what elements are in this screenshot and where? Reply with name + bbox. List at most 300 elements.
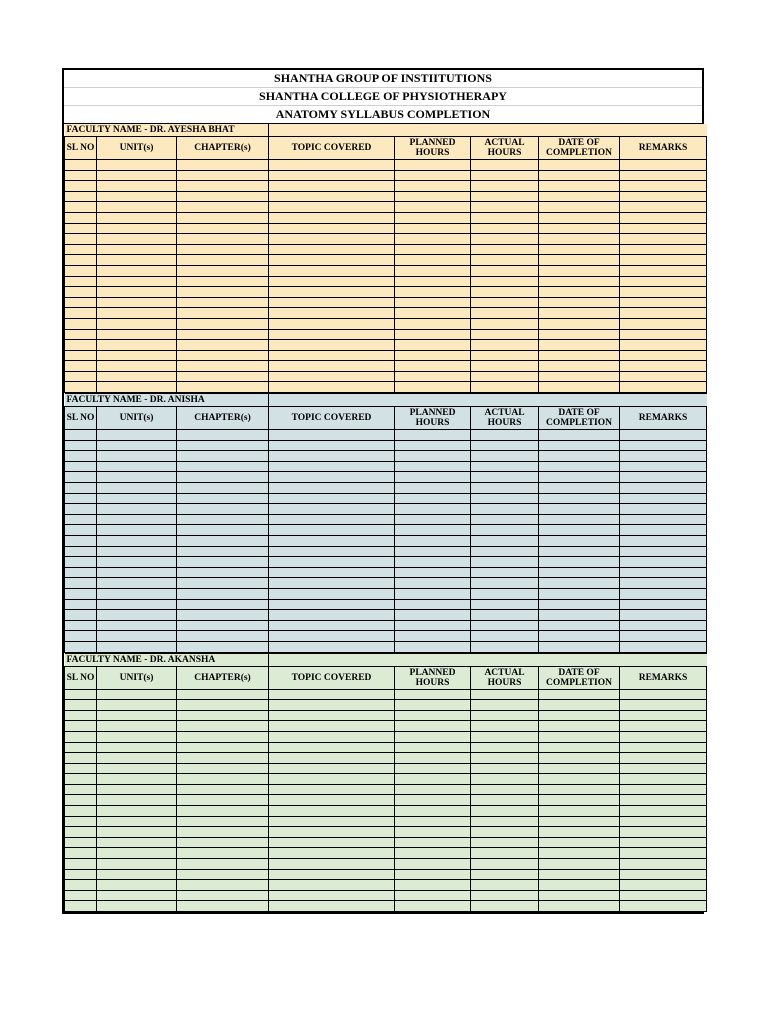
cell-chapters[interactable] — [177, 276, 269, 287]
cell-actual[interactable] — [471, 721, 539, 732]
cell-remarks[interactable] — [620, 308, 707, 319]
cell-topic[interactable] — [269, 223, 395, 234]
cell-planned[interactable] — [395, 816, 471, 827]
cell-slno[interactable] — [65, 329, 97, 340]
cell-slno[interactable] — [65, 244, 97, 255]
cell-remarks[interactable] — [620, 340, 707, 351]
cell-topic[interactable] — [269, 212, 395, 223]
cell-units[interactable] — [97, 710, 177, 721]
cell-chapters[interactable] — [177, 774, 269, 785]
cell-chapters[interactable] — [177, 371, 269, 382]
cell-units[interactable] — [97, 483, 177, 494]
cell-topic[interactable] — [269, 731, 395, 742]
cell-units[interactable] — [97, 297, 177, 308]
cell-actual[interactable] — [471, 620, 539, 631]
cell-topic[interactable] — [269, 451, 395, 462]
cell-units[interactable] — [97, 191, 177, 202]
cell-units[interactable] — [97, 763, 177, 774]
cell-remarks[interactable] — [620, 234, 707, 245]
cell-chapters[interactable] — [177, 297, 269, 308]
cell-planned[interactable] — [395, 525, 471, 536]
cell-planned[interactable] — [395, 599, 471, 610]
cell-remarks[interactable] — [620, 753, 707, 764]
cell-slno[interactable] — [65, 869, 97, 880]
cell-date[interactable] — [539, 202, 620, 213]
cell-planned[interactable] — [395, 795, 471, 806]
cell-topic[interactable] — [269, 795, 395, 806]
cell-remarks[interactable] — [620, 223, 707, 234]
cell-chapters[interactable] — [177, 244, 269, 255]
cell-chapters[interactable] — [177, 461, 269, 472]
cell-actual[interactable] — [471, 880, 539, 891]
cell-planned[interactable] — [395, 440, 471, 451]
cell-units[interactable] — [97, 610, 177, 621]
cell-planned[interactable] — [395, 371, 471, 382]
cell-units[interactable] — [97, 721, 177, 732]
cell-topic[interactable] — [269, 472, 395, 483]
cell-slno[interactable] — [65, 297, 97, 308]
cell-slno[interactable] — [65, 504, 97, 515]
cell-chapters[interactable] — [177, 504, 269, 515]
cell-topic[interactable] — [269, 816, 395, 827]
cell-topic[interactable] — [269, 350, 395, 361]
cell-slno[interactable] — [65, 599, 97, 610]
cell-date[interactable] — [539, 361, 620, 372]
cell-topic[interactable] — [269, 430, 395, 441]
cell-units[interactable] — [97, 859, 177, 870]
cell-topic[interactable] — [269, 371, 395, 382]
cell-actual[interactable] — [471, 308, 539, 319]
cell-topic[interactable] — [269, 763, 395, 774]
cell-units[interactable] — [97, 620, 177, 631]
cell-topic[interactable] — [269, 255, 395, 266]
cell-topic[interactable] — [269, 620, 395, 631]
cell-chapters[interactable] — [177, 514, 269, 525]
cell-units[interactable] — [97, 472, 177, 483]
cell-planned[interactable] — [395, 461, 471, 472]
cell-slno[interactable] — [65, 308, 97, 319]
cell-planned[interactable] — [395, 472, 471, 483]
cell-planned[interactable] — [395, 212, 471, 223]
cell-units[interactable] — [97, 588, 177, 599]
cell-date[interactable] — [539, 287, 620, 298]
cell-planned[interactable] — [395, 504, 471, 515]
cell-actual[interactable] — [471, 536, 539, 547]
cell-topic[interactable] — [269, 890, 395, 901]
cell-slno[interactable] — [65, 620, 97, 631]
cell-planned[interactable] — [395, 255, 471, 266]
cell-slno[interactable] — [65, 588, 97, 599]
cell-slno[interactable] — [65, 567, 97, 578]
cell-chapters[interactable] — [177, 451, 269, 462]
cell-planned[interactable] — [395, 631, 471, 642]
cell-remarks[interactable] — [620, 620, 707, 631]
cell-slno[interactable] — [65, 610, 97, 621]
cell-units[interactable] — [97, 382, 177, 393]
cell-remarks[interactable] — [620, 631, 707, 642]
cell-date[interactable] — [539, 631, 620, 642]
cell-chapters[interactable] — [177, 869, 269, 880]
cell-actual[interactable] — [471, 234, 539, 245]
cell-topic[interactable] — [269, 525, 395, 536]
cell-units[interactable] — [97, 890, 177, 901]
cell-slno[interactable] — [65, 689, 97, 700]
cell-planned[interactable] — [395, 848, 471, 859]
cell-actual[interactable] — [471, 869, 539, 880]
cell-remarks[interactable] — [620, 525, 707, 536]
cell-planned[interactable] — [395, 483, 471, 494]
cell-date[interactable] — [539, 641, 620, 652]
cell-date[interactable] — [539, 451, 620, 462]
cell-topic[interactable] — [269, 631, 395, 642]
cell-date[interactable] — [539, 440, 620, 451]
cell-chapters[interactable] — [177, 599, 269, 610]
cell-units[interactable] — [97, 451, 177, 462]
cell-date[interactable] — [539, 223, 620, 234]
cell-slno[interactable] — [65, 641, 97, 652]
cell-remarks[interactable] — [620, 816, 707, 827]
cell-date[interactable] — [539, 483, 620, 494]
cell-chapters[interactable] — [177, 493, 269, 504]
cell-chapters[interactable] — [177, 255, 269, 266]
cell-planned[interactable] — [395, 827, 471, 838]
cell-slno[interactable] — [65, 265, 97, 276]
cell-slno[interactable] — [65, 742, 97, 753]
cell-remarks[interactable] — [620, 276, 707, 287]
cell-topic[interactable] — [269, 202, 395, 213]
cell-topic[interactable] — [269, 567, 395, 578]
cell-chapters[interactable] — [177, 578, 269, 589]
cell-date[interactable] — [539, 806, 620, 817]
cell-actual[interactable] — [471, 710, 539, 721]
cell-slno[interactable] — [65, 276, 97, 287]
cell-actual[interactable] — [471, 382, 539, 393]
cell-chapters[interactable] — [177, 483, 269, 494]
cell-topic[interactable] — [269, 318, 395, 329]
cell-actual[interactable] — [471, 340, 539, 351]
cell-chapters[interactable] — [177, 859, 269, 870]
cell-remarks[interactable] — [620, 700, 707, 711]
cell-remarks[interactable] — [620, 901, 707, 912]
cell-remarks[interactable] — [620, 641, 707, 652]
cell-actual[interactable] — [471, 255, 539, 266]
cell-topic[interactable] — [269, 859, 395, 870]
cell-slno[interactable] — [65, 493, 97, 504]
cell-actual[interactable] — [471, 493, 539, 504]
cell-date[interactable] — [539, 472, 620, 483]
cell-planned[interactable] — [395, 806, 471, 817]
cell-remarks[interactable] — [620, 191, 707, 202]
cell-date[interactable] — [539, 731, 620, 742]
cell-topic[interactable] — [269, 784, 395, 795]
cell-slno[interactable] — [65, 731, 97, 742]
cell-date[interactable] — [539, 869, 620, 880]
cell-units[interactable] — [97, 212, 177, 223]
cell-actual[interactable] — [471, 461, 539, 472]
cell-date[interactable] — [539, 837, 620, 848]
cell-remarks[interactable] — [620, 880, 707, 891]
cell-topic[interactable] — [269, 483, 395, 494]
cell-date[interactable] — [539, 504, 620, 515]
cell-topic[interactable] — [269, 276, 395, 287]
cell-date[interactable] — [539, 742, 620, 753]
cell-remarks[interactable] — [620, 774, 707, 785]
cell-planned[interactable] — [395, 641, 471, 652]
cell-chapters[interactable] — [177, 689, 269, 700]
cell-units[interactable] — [97, 816, 177, 827]
cell-units[interactable] — [97, 308, 177, 319]
cell-topic[interactable] — [269, 440, 395, 451]
cell-date[interactable] — [539, 297, 620, 308]
cell-slno[interactable] — [65, 514, 97, 525]
cell-actual[interactable] — [471, 472, 539, 483]
cell-slno[interactable] — [65, 440, 97, 451]
cell-units[interactable] — [97, 234, 177, 245]
cell-remarks[interactable] — [620, 721, 707, 732]
cell-actual[interactable] — [471, 837, 539, 848]
cell-planned[interactable] — [395, 493, 471, 504]
cell-chapters[interactable] — [177, 536, 269, 547]
cell-units[interactable] — [97, 202, 177, 213]
cell-units[interactable] — [97, 350, 177, 361]
cell-actual[interactable] — [471, 329, 539, 340]
cell-chapters[interactable] — [177, 721, 269, 732]
cell-chapters[interactable] — [177, 287, 269, 298]
cell-remarks[interactable] — [620, 869, 707, 880]
cell-chapters[interactable] — [177, 837, 269, 848]
cell-date[interactable] — [539, 567, 620, 578]
cell-date[interactable] — [539, 160, 620, 171]
cell-actual[interactable] — [471, 525, 539, 536]
cell-planned[interactable] — [395, 784, 471, 795]
cell-remarks[interactable] — [620, 827, 707, 838]
cell-actual[interactable] — [471, 806, 539, 817]
cell-chapters[interactable] — [177, 631, 269, 642]
cell-planned[interactable] — [395, 557, 471, 568]
cell-chapters[interactable] — [177, 567, 269, 578]
cell-planned[interactable] — [395, 620, 471, 631]
cell-date[interactable] — [539, 795, 620, 806]
cell-date[interactable] — [539, 276, 620, 287]
cell-chapters[interactable] — [177, 350, 269, 361]
cell-remarks[interactable] — [620, 599, 707, 610]
cell-remarks[interactable] — [620, 848, 707, 859]
cell-units[interactable] — [97, 287, 177, 298]
cell-planned[interactable] — [395, 700, 471, 711]
cell-topic[interactable] — [269, 493, 395, 504]
cell-planned[interactable] — [395, 244, 471, 255]
cell-chapters[interactable] — [177, 890, 269, 901]
cell-remarks[interactable] — [620, 329, 707, 340]
cell-actual[interactable] — [471, 451, 539, 462]
cell-units[interactable] — [97, 599, 177, 610]
cell-topic[interactable] — [269, 181, 395, 192]
cell-remarks[interactable] — [620, 202, 707, 213]
cell-units[interactable] — [97, 880, 177, 891]
cell-planned[interactable] — [395, 223, 471, 234]
cell-units[interactable] — [97, 493, 177, 504]
cell-chapters[interactable] — [177, 848, 269, 859]
cell-remarks[interactable] — [620, 859, 707, 870]
cell-slno[interactable] — [65, 578, 97, 589]
cell-topic[interactable] — [269, 514, 395, 525]
cell-topic[interactable] — [269, 160, 395, 171]
cell-actual[interactable] — [471, 202, 539, 213]
cell-remarks[interactable] — [620, 451, 707, 462]
cell-date[interactable] — [539, 557, 620, 568]
cell-planned[interactable] — [395, 689, 471, 700]
cell-units[interactable] — [97, 340, 177, 351]
cell-chapters[interactable] — [177, 382, 269, 393]
cell-remarks[interactable] — [620, 371, 707, 382]
cell-actual[interactable] — [471, 265, 539, 276]
cell-units[interactable] — [97, 430, 177, 441]
cell-units[interactable] — [97, 440, 177, 451]
cell-actual[interactable] — [471, 504, 539, 515]
cell-units[interactable] — [97, 371, 177, 382]
cell-remarks[interactable] — [620, 472, 707, 483]
cell-actual[interactable] — [471, 689, 539, 700]
cell-units[interactable] — [97, 774, 177, 785]
cell-actual[interactable] — [471, 170, 539, 181]
cell-chapters[interactable] — [177, 700, 269, 711]
cell-chapters[interactable] — [177, 806, 269, 817]
cell-date[interactable] — [539, 255, 620, 266]
cell-chapters[interactable] — [177, 880, 269, 891]
cell-actual[interactable] — [471, 700, 539, 711]
cell-slno[interactable] — [65, 557, 97, 568]
cell-date[interactable] — [539, 181, 620, 192]
cell-actual[interactable] — [471, 827, 539, 838]
cell-remarks[interactable] — [620, 244, 707, 255]
cell-remarks[interactable] — [620, 181, 707, 192]
cell-slno[interactable] — [65, 361, 97, 372]
cell-actual[interactable] — [471, 890, 539, 901]
cell-topic[interactable] — [269, 837, 395, 848]
cell-slno[interactable] — [65, 710, 97, 721]
cell-actual[interactable] — [471, 631, 539, 642]
cell-units[interactable] — [97, 255, 177, 266]
cell-units[interactable] — [97, 753, 177, 764]
cell-remarks[interactable] — [620, 763, 707, 774]
cell-actual[interactable] — [471, 160, 539, 171]
cell-chapters[interactable] — [177, 202, 269, 213]
cell-chapters[interactable] — [177, 340, 269, 351]
cell-actual[interactable] — [471, 212, 539, 223]
cell-chapters[interactable] — [177, 181, 269, 192]
cell-topic[interactable] — [269, 869, 395, 880]
cell-date[interactable] — [539, 689, 620, 700]
cell-slno[interactable] — [65, 859, 97, 870]
cell-chapters[interactable] — [177, 795, 269, 806]
cell-topic[interactable] — [269, 689, 395, 700]
cell-topic[interactable] — [269, 578, 395, 589]
cell-remarks[interactable] — [620, 795, 707, 806]
cell-slno[interactable] — [65, 181, 97, 192]
cell-actual[interactable] — [471, 641, 539, 652]
cell-remarks[interactable] — [620, 588, 707, 599]
cell-actual[interactable] — [471, 731, 539, 742]
cell-chapters[interactable] — [177, 557, 269, 568]
cell-units[interactable] — [97, 742, 177, 753]
cell-slno[interactable] — [65, 382, 97, 393]
cell-date[interactable] — [539, 340, 620, 351]
cell-topic[interactable] — [269, 700, 395, 711]
cell-remarks[interactable] — [620, 170, 707, 181]
cell-date[interactable] — [539, 620, 620, 631]
cell-actual[interactable] — [471, 276, 539, 287]
cell-units[interactable] — [97, 848, 177, 859]
cell-slno[interactable] — [65, 827, 97, 838]
cell-units[interactable] — [97, 514, 177, 525]
cell-slno[interactable] — [65, 223, 97, 234]
cell-remarks[interactable] — [620, 440, 707, 451]
cell-topic[interactable] — [269, 461, 395, 472]
cell-planned[interactable] — [395, 181, 471, 192]
cell-date[interactable] — [539, 890, 620, 901]
cell-topic[interactable] — [269, 742, 395, 753]
cell-topic[interactable] — [269, 599, 395, 610]
cell-topic[interactable] — [269, 848, 395, 859]
cell-planned[interactable] — [395, 430, 471, 441]
cell-topic[interactable] — [269, 710, 395, 721]
cell-slno[interactable] — [65, 472, 97, 483]
cell-remarks[interactable] — [620, 578, 707, 589]
cell-slno[interactable] — [65, 721, 97, 732]
cell-chapters[interactable] — [177, 430, 269, 441]
cell-planned[interactable] — [395, 350, 471, 361]
cell-units[interactable] — [97, 504, 177, 515]
cell-planned[interactable] — [395, 191, 471, 202]
cell-date[interactable] — [539, 430, 620, 441]
cell-slno[interactable] — [65, 287, 97, 298]
cell-actual[interactable] — [471, 371, 539, 382]
cell-remarks[interactable] — [620, 361, 707, 372]
cell-chapters[interactable] — [177, 308, 269, 319]
cell-chapters[interactable] — [177, 742, 269, 753]
cell-actual[interactable] — [471, 244, 539, 255]
cell-planned[interactable] — [395, 837, 471, 848]
cell-chapters[interactable] — [177, 525, 269, 536]
cell-slno[interactable] — [65, 191, 97, 202]
cell-slno[interactable] — [65, 901, 97, 912]
cell-units[interactable] — [97, 461, 177, 472]
cell-chapters[interactable] — [177, 472, 269, 483]
cell-units[interactable] — [97, 731, 177, 742]
cell-actual[interactable] — [471, 546, 539, 557]
cell-remarks[interactable] — [620, 731, 707, 742]
cell-topic[interactable] — [269, 901, 395, 912]
cell-slno[interactable] — [65, 483, 97, 494]
cell-planned[interactable] — [395, 340, 471, 351]
cell-planned[interactable] — [395, 170, 471, 181]
cell-chapters[interactable] — [177, 223, 269, 234]
cell-topic[interactable] — [269, 308, 395, 319]
cell-units[interactable] — [97, 276, 177, 287]
cell-topic[interactable] — [269, 329, 395, 340]
cell-planned[interactable] — [395, 859, 471, 870]
cell-actual[interactable] — [471, 848, 539, 859]
cell-units[interactable] — [97, 546, 177, 557]
cell-topic[interactable] — [269, 504, 395, 515]
cell-planned[interactable] — [395, 202, 471, 213]
cell-actual[interactable] — [471, 816, 539, 827]
cell-actual[interactable] — [471, 774, 539, 785]
cell-chapters[interactable] — [177, 440, 269, 451]
cell-chapters[interactable] — [177, 329, 269, 340]
cell-actual[interactable] — [471, 191, 539, 202]
cell-planned[interactable] — [395, 880, 471, 891]
